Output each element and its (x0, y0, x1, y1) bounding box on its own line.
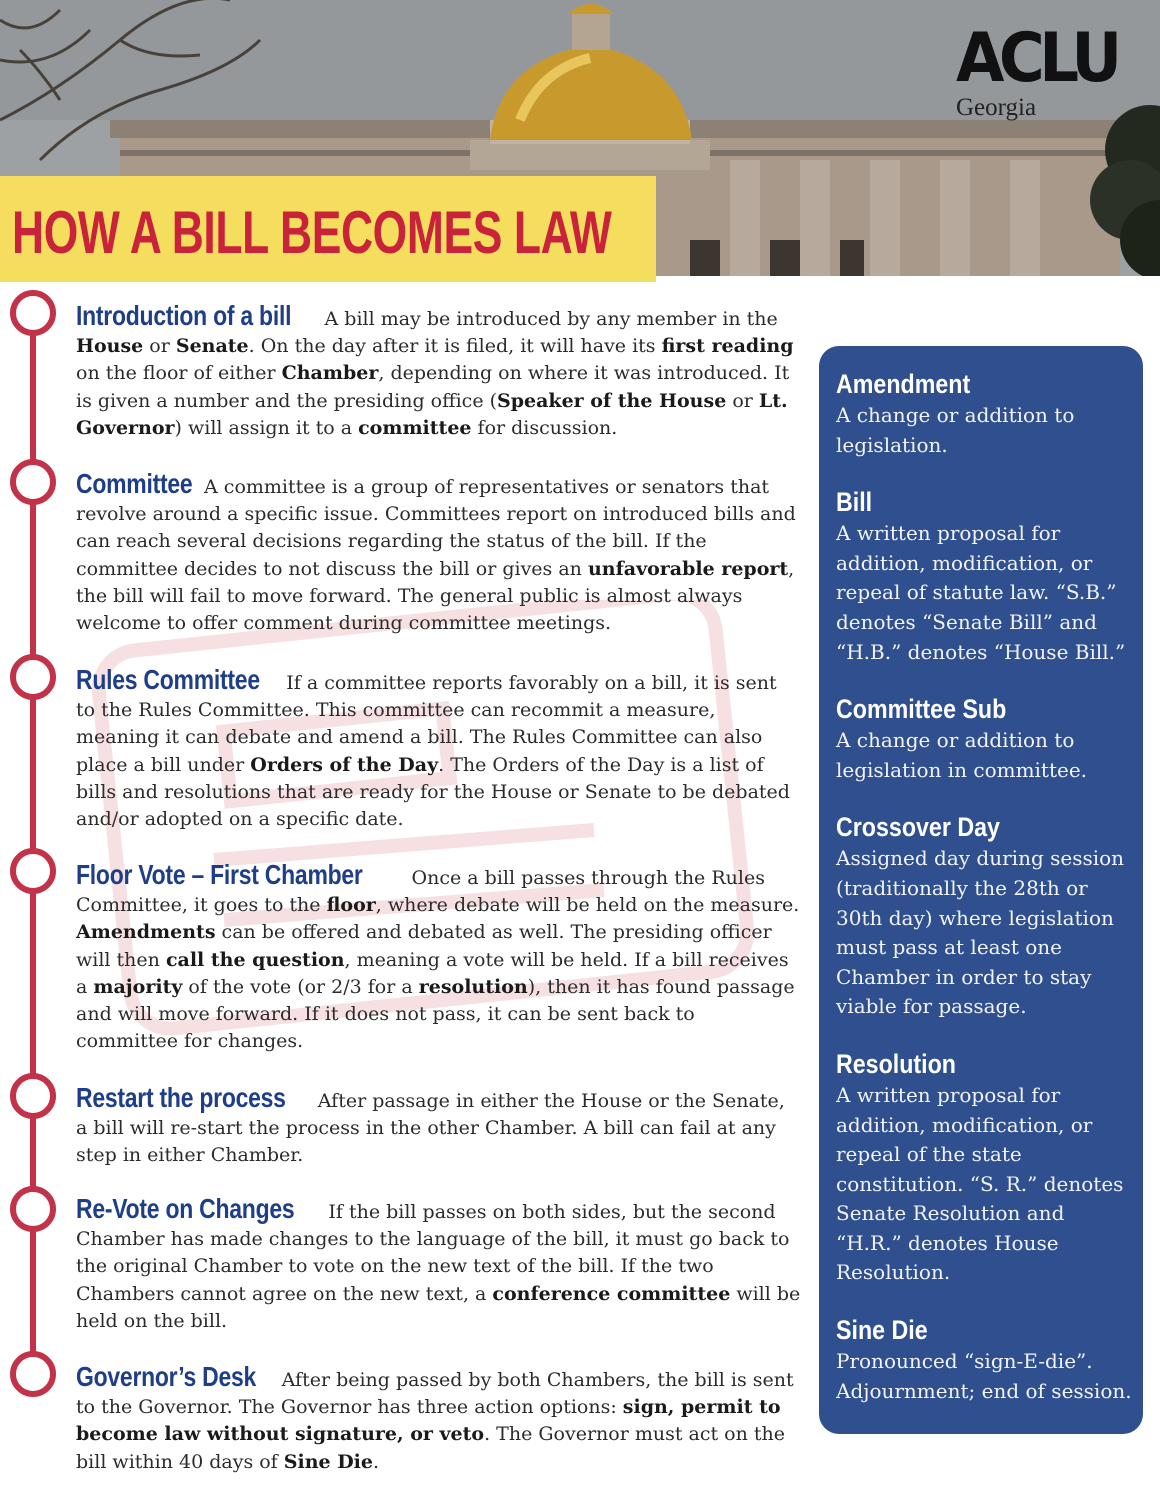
term-definition: Pronounced “sign-E-die”. Adjournment; end of session. (836, 1349, 1132, 1403)
emphasized-term: committee (358, 416, 472, 439)
timeline-node (10, 1351, 56, 1397)
emphasized-term: Chamber (281, 362, 379, 385)
step-title: Introduction of a bill (76, 300, 292, 331)
term-definition: A change or addition to legislation. (836, 403, 1075, 457)
text-run: , where debate will be held on the measure. (375, 894, 800, 917)
emphasized-term: House (76, 335, 144, 358)
text-run: can be offered and debated as well. The presiding officer will then (76, 921, 772, 971)
text-run: will be held on the bill. (76, 1282, 801, 1332)
glossary-term (836, 368, 1133, 460)
glossary-term (836, 811, 1133, 1022)
term-title: Crossover Day (836, 812, 1000, 843)
term-title: Amendment (836, 369, 971, 399)
step-title: Committee (76, 468, 193, 499)
text-run: . (373, 1450, 380, 1473)
emphasized-term: resolution (418, 975, 528, 998)
text-run: for discussion. (471, 416, 618, 439)
text-run: of the vote (or 2/3 for a (182, 975, 419, 998)
step-title: Floor Vote – First Chamber (76, 859, 363, 890)
text-run: or (143, 335, 176, 358)
timeline-node (10, 290, 56, 336)
step-rules-committee (76, 666, 801, 833)
term-title: Bill (836, 487, 873, 518)
emphasized-term: call the question (165, 948, 345, 971)
step-governors-desk (76, 1363, 801, 1476)
timeline-node (10, 654, 56, 700)
text-run: , the bill will fail to move forward. The general public is almost always welcome to offer comment during committee meetings. (76, 557, 795, 635)
text-run: , meaning a vote will be held. If a bill receives a (76, 948, 789, 998)
text-run: on the floor of either (76, 362, 282, 385)
emphasized-term: majority (93, 975, 183, 998)
term-title: Committee Sub (836, 694, 1007, 725)
text-run: A committee is a group of representatives or senators that revolve around a specific issue. Committees report on introduced bills and can reach several decisions regarding the status of the bill. If the committee decides to not discuss the bill or gives an (76, 476, 796, 580)
step-text (76, 867, 799, 1052)
emphasized-term: Speaker of the House (497, 389, 727, 412)
step-revote (76, 1195, 801, 1335)
text-run: If the bill passes on both sides, but the second Chamber has made changes to the language of the bill, it must go back to the original Chamber to vote on the new text of the bill. If the two Chambers cannot agree on the new text, a (76, 1201, 790, 1305)
text-run: Once a bill passes through the Rules Committee, it goes to the (76, 867, 765, 917)
step-text (76, 476, 796, 634)
text-run: , depending on where it was introduced. It is given a number and the presiding office ( (76, 362, 790, 412)
step-title: Governor’s Desk (76, 1361, 257, 1392)
text-run: A bill may be introduced by any member in the (318, 308, 778, 330)
step-floor-vote (76, 861, 801, 1055)
emphasized-term: Lt. Governor (76, 389, 788, 439)
text-run: After being passed by both Chambers, the bill is sent to the Governor. The Governor has three action options: (76, 1369, 794, 1419)
glossary-panel (819, 346, 1143, 1434)
step-title: Re-Vote on Changes (76, 1193, 295, 1224)
timeline-node (10, 1073, 56, 1119)
text-run: . On the day after it is filed, it will have its (248, 335, 662, 358)
emphasized-term: floor (326, 894, 376, 917)
term-definition: A written proposal for addition, modification, or repeal of statute law. “S.B.” denotes “Senate Bill” and “H.B.” denotes “House Bill.” (836, 521, 1126, 664)
logo-subtitle: Georgia (956, 94, 1037, 121)
text-run: ), then it has found passage and will move forward. If it does not pass, it can be sent back to committee for changes. (76, 975, 795, 1053)
emphasized-term: conference committee (492, 1282, 731, 1305)
glossary-term (836, 693, 1133, 785)
emphasized-term: unfavorable report (587, 557, 789, 580)
glossary-term (836, 1314, 1133, 1406)
text-run: ) will assign it to a (174, 416, 359, 439)
step-introduction (76, 302, 801, 442)
emphasized-term: Sine Die (283, 1450, 373, 1473)
emphasized-term: Senate (175, 335, 249, 358)
step-committee (76, 470, 801, 637)
step-title: Restart the process (76, 1082, 286, 1113)
text-run: If a committee reports favorably on a bill, it is sent to the Rules Committee. This committee can recommit a measure, meaning it can debate and amend a bill. The Rules Committee can also place a bill under (76, 672, 777, 776)
term-title: Sine Die (836, 1315, 928, 1346)
text-run: . The Governor must act on the bill within 40 days of (76, 1423, 785, 1473)
glossary-term (836, 1048, 1133, 1288)
logo-wordmark: ACLU (956, 19, 1117, 98)
step-text (76, 672, 790, 830)
text-run: . The Orders of the Day is a list of bills and resolutions that are ready for the House or Senate to be debated and/or adopted on a specific date. (76, 753, 790, 831)
timeline-node (10, 848, 56, 894)
text-run: After passage in either the House or the Senate, a bill will re-start the process in the other Chamber. A bill can fail at any step in either Chamber. (76, 1090, 785, 1167)
emphasized-term: first reading (661, 335, 794, 358)
term-definition: Assigned day during session (traditionally the 28th or 30th day) where legislation must pass at least one Chamber in order to stay viable for passage. (836, 846, 1125, 1019)
timeline-node (10, 459, 56, 505)
timeline-node (10, 1186, 56, 1232)
glossary-term (836, 486, 1133, 667)
term-definition: A change or addition to legislation in committee. (836, 728, 1088, 782)
page-title: HOW A BILL BECOMES LAW (12, 199, 612, 266)
emphasized-term: sign, permit to become law without signature, or veto (76, 1396, 781, 1446)
step-title: Rules Committee (76, 664, 260, 695)
aclu-georgia-logo (956, 19, 1131, 122)
term-title: Resolution (836, 1048, 956, 1079)
term-definition: A written proposal for addition, modification, or repeal of the state constitution. “S. R.” denotes Senate Resolution and “H.R.” denotes House Resolution. (836, 1082, 1124, 1285)
emphasized-term: Amendments (76, 921, 216, 944)
emphasized-term: Orders of the Day (250, 753, 439, 776)
step-restart-process (76, 1084, 801, 1170)
text-run: or (726, 389, 759, 412)
